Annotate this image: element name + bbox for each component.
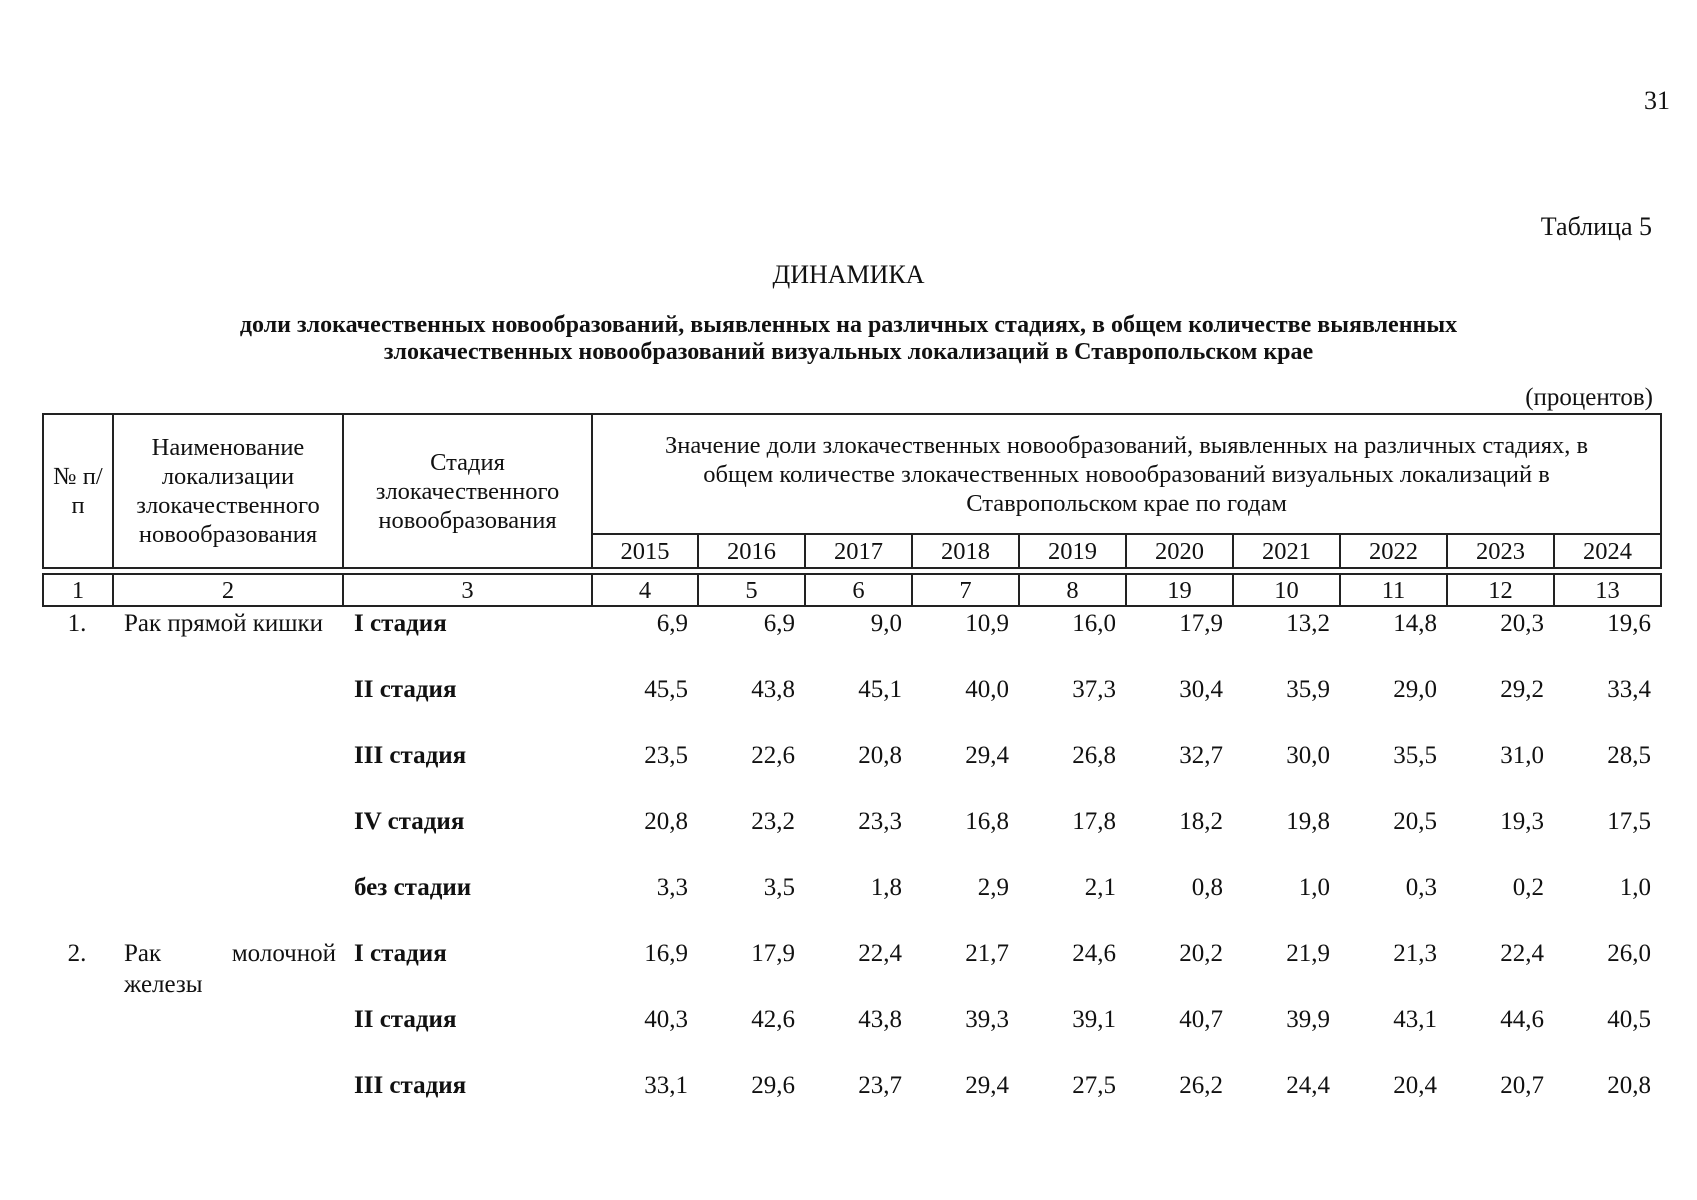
value-cell: 23,2 — [751, 808, 795, 835]
row-number — [42, 1070, 112, 1136]
value-cell: 9,0 — [870, 610, 902, 637]
year-header-cell: 2015 — [592, 534, 698, 568]
value-cell: 2,1 — [1084, 874, 1116, 901]
value-cell: 21,7 — [965, 940, 1009, 967]
value-cell: 26,2 — [1179, 1072, 1223, 1099]
table-row — [42, 938, 1660, 1004]
value-cell: 40,7 — [1179, 1006, 1223, 1033]
column-index-cell: 8 — [1019, 574, 1126, 606]
data-table — [42, 608, 1660, 1136]
value-cell: 23,5 — [644, 742, 688, 769]
value-cell: 6,9 — [763, 610, 795, 637]
stage-name: III стадия — [354, 1072, 467, 1099]
stage-name: IV стадия — [354, 808, 465, 835]
row-number — [42, 806, 112, 872]
value-cell: 0,3 — [1405, 874, 1437, 901]
table-row — [42, 872, 1660, 938]
table-row — [42, 1004, 1660, 1070]
value-cell: 21,3 — [1393, 940, 1437, 967]
value-cell: 45,5 — [644, 676, 688, 703]
value-cell: 35,9 — [1286, 676, 1330, 703]
value-cell: 43,8 — [751, 676, 795, 703]
value-cell: 18,2 — [1179, 808, 1223, 835]
year-header-cell: 2016 — [698, 534, 805, 568]
value-cell: 30,0 — [1286, 742, 1330, 769]
header-stage: Стадия злокачественного новообразования — [343, 414, 592, 568]
value-cell: 17,9 — [751, 940, 795, 967]
value-cell: 16,8 — [965, 808, 1009, 835]
document-heading: ДИНАМИКА — [772, 260, 925, 289]
value-cell: 29,4 — [965, 742, 1009, 769]
value-cell: 40,3 — [644, 1006, 688, 1033]
header-localization: Наименование локализации злокачественного новообразования — [113, 414, 343, 568]
value-cell: 19,3 — [1500, 808, 1544, 835]
value-cell: 39,1 — [1072, 1006, 1116, 1033]
value-cell: 22,4 — [1500, 940, 1544, 967]
value-cell: 30,4 — [1179, 676, 1223, 703]
value-cell: 23,7 — [858, 1072, 902, 1099]
value-cell: 20,8 — [1607, 1072, 1651, 1099]
row-number — [42, 1004, 112, 1070]
localization-name — [112, 674, 342, 740]
column-index-cell: 4 — [592, 574, 698, 606]
value-cell: 21,9 — [1286, 940, 1330, 967]
value-cell: 24,4 — [1286, 1072, 1330, 1099]
value-cell: 0,2 — [1512, 874, 1544, 901]
value-cell: 20,4 — [1393, 1072, 1437, 1099]
localization-name — [112, 806, 342, 872]
value-cell: 1,8 — [870, 874, 902, 901]
stage-name: I стадия — [354, 610, 447, 637]
value-cell: 28,5 — [1607, 742, 1651, 769]
localization-name — [112, 872, 342, 938]
value-cell: 20,5 — [1393, 808, 1437, 835]
stage-name: III стадия — [354, 742, 467, 769]
value-cell: 13,2 — [1286, 610, 1330, 637]
header-values: Значение доли злокачественных новообразований, выявленных на различных стадиях, в общем количестве злокачественных новообразований визуальных локализаций в Ставропольском крае по годам — [592, 414, 1661, 534]
value-cell: 17,8 — [1072, 808, 1116, 835]
table-row — [42, 740, 1660, 806]
column-index-cell: 13 — [1554, 574, 1661, 606]
page-number: 31 — [1644, 86, 1670, 115]
value-cell: 19,6 — [1607, 610, 1651, 637]
value-cell: 27,5 — [1072, 1072, 1116, 1099]
value-cell: 31,0 — [1500, 742, 1544, 769]
value-cell: 16,0 — [1072, 610, 1116, 637]
row-number: 2. — [67, 940, 87, 967]
table-row — [42, 608, 1660, 674]
column-index-cell: 6 — [805, 574, 912, 606]
value-cell: 40,0 — [965, 676, 1009, 703]
stage-name: I стадия — [354, 940, 447, 967]
row-number: 1. — [67, 610, 87, 637]
value-cell: 42,6 — [751, 1006, 795, 1033]
value-cell: 19,8 — [1286, 808, 1330, 835]
value-cell: 43,8 — [858, 1006, 902, 1033]
table-row — [42, 1070, 1660, 1136]
stage-name: II стадия — [354, 1006, 457, 1033]
localization-name — [112, 1004, 342, 1070]
value-cell: 35,5 — [1393, 742, 1437, 769]
column-index-cell: 7 — [912, 574, 1019, 606]
value-cell: 3,5 — [763, 874, 795, 901]
value-cell: 20,2 — [1179, 940, 1223, 967]
row-number — [42, 674, 112, 740]
column-index-cell: 5 — [698, 574, 805, 606]
value-cell: 40,5 — [1607, 1006, 1651, 1033]
column-index-cell: 2 — [113, 574, 343, 606]
value-cell: 43,1 — [1393, 1006, 1437, 1033]
value-cell: 10,9 — [965, 610, 1009, 637]
localization-name — [112, 740, 342, 806]
value-cell: 17,5 — [1607, 808, 1651, 835]
value-cell: 29,6 — [751, 1072, 795, 1099]
value-cell: 29,2 — [1500, 676, 1544, 703]
column-index-cell: 19 — [1126, 574, 1233, 606]
value-cell: 23,3 — [858, 808, 902, 835]
value-cell: 6,9 — [656, 610, 688, 637]
value-cell: 29,0 — [1393, 676, 1437, 703]
value-cell: 22,6 — [751, 742, 795, 769]
row-number — [42, 872, 112, 938]
header-index-row — [43, 574, 1661, 606]
units-label: (процентов) — [1525, 384, 1653, 411]
row-number — [42, 740, 112, 806]
column-index-cell: 11 — [1340, 574, 1447, 606]
value-cell: 33,4 — [1607, 676, 1651, 703]
table-label: Таблица 5 — [1540, 212, 1652, 241]
value-cell: 2,9 — [977, 874, 1009, 901]
year-header-cell: 2018 — [912, 534, 1019, 568]
table-row — [42, 806, 1660, 872]
column-index-cell: 10 — [1233, 574, 1340, 606]
value-cell: 29,4 — [965, 1072, 1009, 1099]
value-cell: 26,8 — [1072, 742, 1116, 769]
value-cell: 16,9 — [644, 940, 688, 967]
year-header-cell: 2019 — [1019, 534, 1126, 568]
stage-name: II стадия — [354, 676, 457, 703]
column-index-cell: 12 — [1447, 574, 1554, 606]
value-cell: 20,8 — [858, 742, 902, 769]
year-header-cell: 2024 — [1554, 534, 1661, 568]
value-cell: 20,7 — [1500, 1072, 1544, 1099]
localization-name — [112, 1070, 342, 1136]
column-index-cell: 3 — [343, 574, 592, 606]
table-row — [42, 674, 1660, 740]
value-cell: 33,1 — [644, 1072, 688, 1099]
header-number: № п/п — [43, 414, 113, 568]
value-cell: 14,8 — [1393, 610, 1437, 637]
table-header — [42, 413, 1662, 607]
value-cell: 0,8 — [1191, 874, 1223, 901]
value-cell: 39,9 — [1286, 1006, 1330, 1033]
value-cell: 17,9 — [1179, 610, 1223, 637]
value-cell: 1,0 — [1619, 874, 1651, 901]
year-header-cell: 2020 — [1126, 534, 1233, 568]
value-cell: 45,1 — [858, 676, 902, 703]
value-cell: 1,0 — [1298, 874, 1330, 901]
localization-name: Рак молочной железы — [124, 940, 336, 998]
value-cell: 3,3 — [656, 874, 688, 901]
value-cell: 26,0 — [1607, 940, 1651, 967]
year-header-cell: 2021 — [1233, 534, 1340, 568]
year-header-cell: 2022 — [1340, 534, 1447, 568]
value-cell: 37,3 — [1072, 676, 1116, 703]
localization-name: Рак прямой кишки — [124, 610, 324, 637]
value-cell: 32,7 — [1179, 742, 1223, 769]
column-index-cell: 1 — [43, 574, 113, 606]
year-header-cell: 2017 — [805, 534, 912, 568]
value-cell: 20,8 — [644, 808, 688, 835]
subtitle-line-1: доли злокачественных новообразований, выявленных на различных стадиях, в общем количестве выявленных — [239, 312, 1458, 338]
value-cell: 24,6 — [1072, 940, 1116, 967]
stage-name: без стадии — [354, 874, 472, 901]
document-subtitle — [80, 312, 1617, 366]
year-header-cell: 2023 — [1447, 534, 1554, 568]
value-cell: 22,4 — [858, 940, 902, 967]
value-cell: 39,3 — [965, 1006, 1009, 1033]
value-cell: 44,6 — [1500, 1006, 1544, 1033]
subtitle-line-2: злокачественных новообразований визуальных локализаций в Ставропольском крае — [383, 339, 1314, 365]
value-cell: 20,3 — [1500, 610, 1544, 637]
